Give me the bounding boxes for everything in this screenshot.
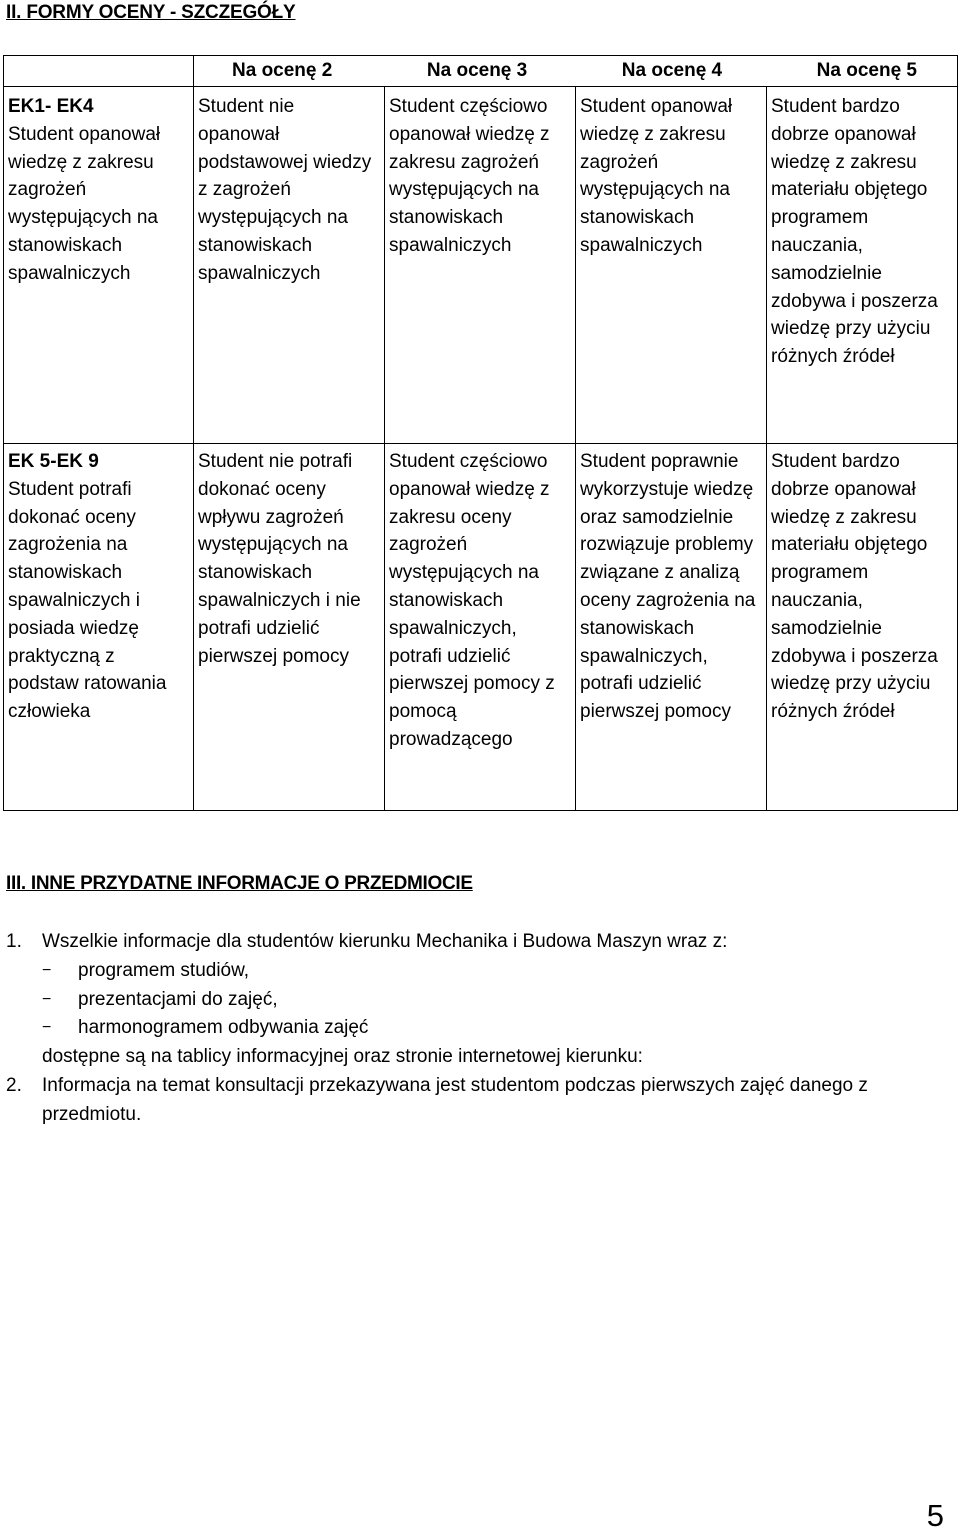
ek-label: EK 5-EK 9	[8, 451, 99, 472]
table-row	[4, 444, 958, 811]
outcome-text: Student potrafi dokonać oceny zagrożenia na stanowiskach spawalniczych i posiada wiedzę praktyczną z podstaw ratowania człowieka	[8, 478, 167, 723]
sub-item-text: harmonogramem odbywania zajęć	[78, 1017, 369, 1039]
list-item	[42, 986, 946, 1015]
info-item-text: Informacja na temat konsultacji przekazywana jest studentom podczas pierwszych zajęć danego z przedmiotu.	[42, 1074, 868, 1125]
sub-item-text: programem studiów,	[78, 959, 250, 981]
grade-2-cell: Student nie potrafi dokonać oceny wpływu zagrożeń występujących na stanowiskach spawalniczych i nie potrafi udzielić pierwszej pomocy	[194, 444, 385, 811]
info-item-tail: dostępne są na tablicy informacyjnej oraz stronie internetowej kierunku:	[42, 1046, 643, 1068]
grade-3-cell: Student częściowo opanował wiedzę z zakresu zagrożeń występujących na stanowiskach spawalniczych	[385, 87, 576, 444]
list-item	[42, 957, 946, 986]
grade-4-cell: Student poprawnie wykorzystuje wiedzę oraz samodzielnie rozwiązuje problemy związane z analizą oceny zagrożenia na stanowiskach spawalniczych, potrafi udzielić pierwszej pomocy	[576, 444, 767, 811]
grade-5-cell: Student bardzo dobrze opanował wiedzę z zakresu materiału objętego programem nauczania, samodzielnie zdobywa i poszerza wiedzę przy użyciu różnych źródeł	[767, 444, 958, 811]
table-row	[4, 87, 958, 444]
grading-table	[3, 55, 958, 811]
info-item-2	[6, 1072, 946, 1130]
grade-3-cell: Student częściowo opanował wiedzę z zakresu oceny zagrożeń występujących na stanowiskach spawalniczych, potrafi udzielić pierwszej pomocy z pomocą prowadzącego	[385, 444, 576, 811]
info-item-number: 2.	[6, 1074, 22, 1096]
header-grades-cell	[194, 56, 958, 87]
header-empty-cell	[4, 56, 194, 87]
dash-bullet-icon: −	[42, 1019, 52, 1037]
dash-bullet-icon: −	[42, 990, 52, 1008]
table-header-row	[4, 56, 958, 87]
grade-5-cell: Student bardzo dobrze opanował wiedzę z zakresu materiału objętego programem nauczania, samodzielnie zdobywa i poszerza wiedzę przy użyciu różnych źródeł	[767, 87, 958, 444]
section-title: II. FORMY OCENY - SZCZEGÓŁY	[6, 2, 296, 23]
header-grade-5: Na ocenę 5	[816, 60, 917, 82]
info-section-title: III. INNE PRZYDATNE INFORMACJE O PRZEDMIOCIE	[6, 873, 473, 894]
outcome-cell	[4, 87, 194, 444]
outcome-cell	[4, 444, 194, 811]
outcome-text: Student opanował wiedzę z zakresu zagrożeń występujących na stanowiskach spawalniczych	[8, 123, 161, 284]
info-item-1	[6, 928, 946, 1072]
info-item-text: Wszelkie informacje dla studentów kierunku Mechanika i Budowa Maszyn wraz z:	[42, 931, 728, 952]
dash-bullet-icon: −	[42, 961, 52, 979]
info-list	[6, 928, 946, 1130]
header-grade-2: Na ocenę 2	[232, 60, 333, 82]
page-number: 5	[926, 1498, 944, 1533]
header-grade-3: Na ocenę 3	[426, 60, 528, 82]
grade-4-cell: Student opanował wiedzę z zakresu zagrożeń występujących na stanowiskach spawalniczych	[576, 87, 767, 444]
grade-2-cell: Student nie opanował podstawowej wiedzy z zagrożeń występujących na stanowiskach spawalniczych	[194, 87, 385, 444]
list-item	[42, 1014, 946, 1043]
ek-label: EK1- EK4	[8, 96, 94, 117]
header-grade-4: Na ocenę 4	[621, 60, 723, 82]
sub-item-text: prezentacjami do zajęć,	[78, 988, 278, 1010]
info-item-number: 1.	[6, 931, 22, 952]
